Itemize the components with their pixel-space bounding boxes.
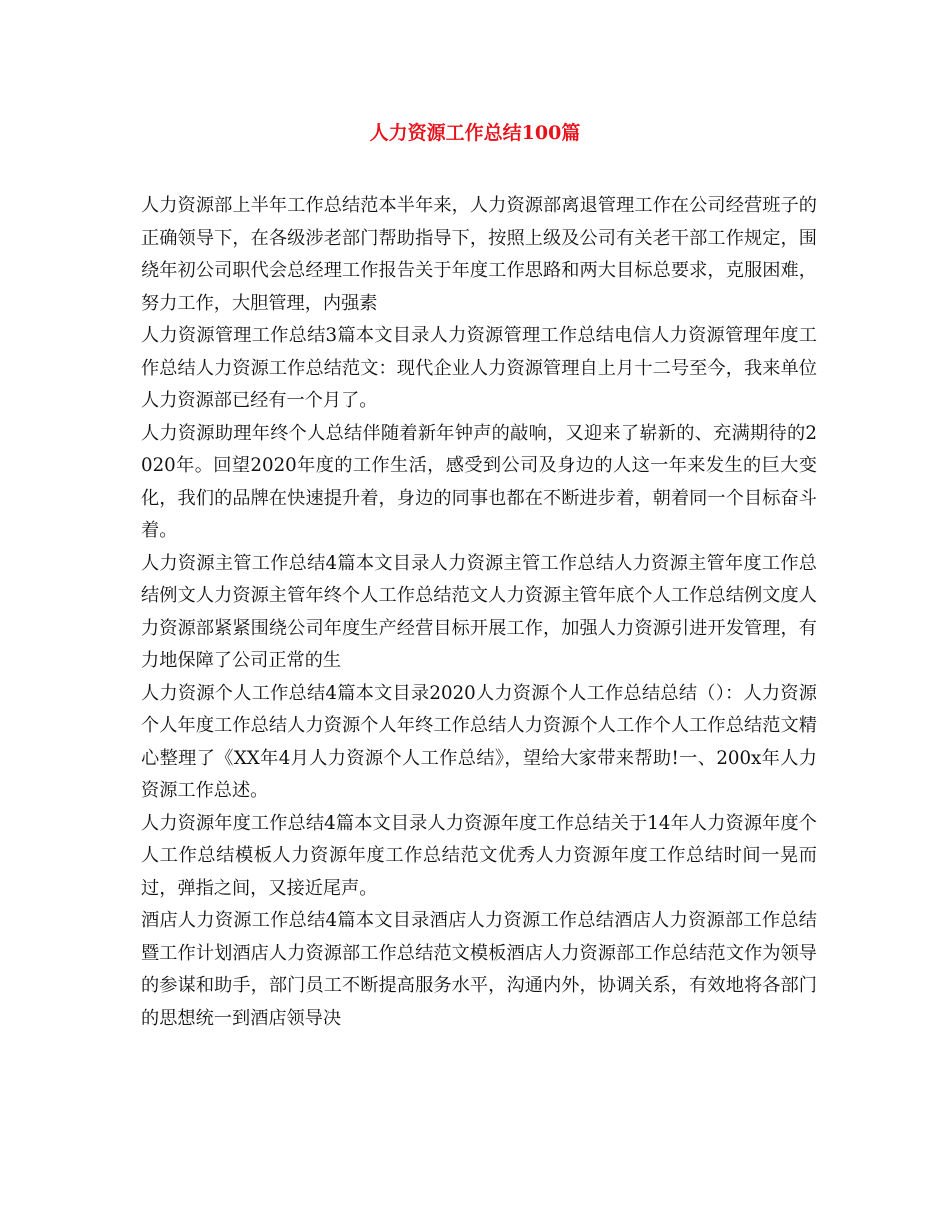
paragraph-5: 人力资源个人工作总结4篇本文目录2020人力资源个人工作总结总结（）：人力资源个人年度工作总结人力资源个人年终工作总结人力资源个人工作个人工作总结范文精心整理了《XX年4月人力资源个人工作总结》，望给大家带来帮助!一、200x年人力资源工作总述。: [141, 682, 817, 801]
paragraph-1: 人力资源部上半年工作总结范本半年来，人力资源部离退管理工作在公司经营班子的正确领导下，在各级涉老部门帮助指导下，按照上级及公司有关老干部工作规定，围绕年初公司职代会总经理工作报告关于年度工作思路和两大目标总要求，克服困难，努力工作，大胆管理，内强素: [141, 195, 817, 314]
paragraph-4: 人力资源主管工作总结4篇本文目录人力资源主管工作总结人力资源主管年度工作总结例文人力资源主管年终个人工作总结范文人力资源主管年底个人工作总结例文度人力资源部紧紧围绕公司年度生产经营目标开展工作，加强人力资源引进开发管理，有力地保障了公司正常的生: [141, 552, 817, 671]
paragraph-7: 酒店人力资源工作总结4篇本文目录酒店人力资源工作总结酒店人力资源部工作总结暨工作计划酒店人力资源部工作总结范文模板酒店人力资源部工作总结范文作为领导的参谋和助手，部门员工不断提高服务水平，沟通内外，协调关系，有效地将各部门的思想统一到酒店领导决: [141, 910, 817, 1029]
paragraph-2: 人力资源管理工作总结3篇本文目录人力资源管理工作总结电信人力资源管理年度工作总结人力资源工作总结范文：现代企业人力资源管理自上月十二号至今，我来单位人力资源部已经有一个月了。: [141, 325, 817, 411]
document-title: 人力资源工作总结100篇: [369, 122, 581, 144]
document-body: [141, 190, 817, 1035]
paragraph-6: 人力资源年度工作总结4篇本文目录人力资源年度工作总结关于14年人力资源年度个人工作总结模板人力资源年度工作总结范文优秀人力资源年度工作总结时间一晃而过，弹指之间，又接近尾声。: [141, 812, 817, 899]
paragraph-3: 人力资源助理年终个人总结伴随着新年钟声的敲响，又迎来了崭新的、充满期待的2020年。回望2020年度的工作生活，感受到公司及身边的人这一年来发生的巨大变化，我们的品牌在快速提升着，身边的同事也都在不断进步着，朝着同一个目标奋斗着。: [141, 422, 817, 541]
